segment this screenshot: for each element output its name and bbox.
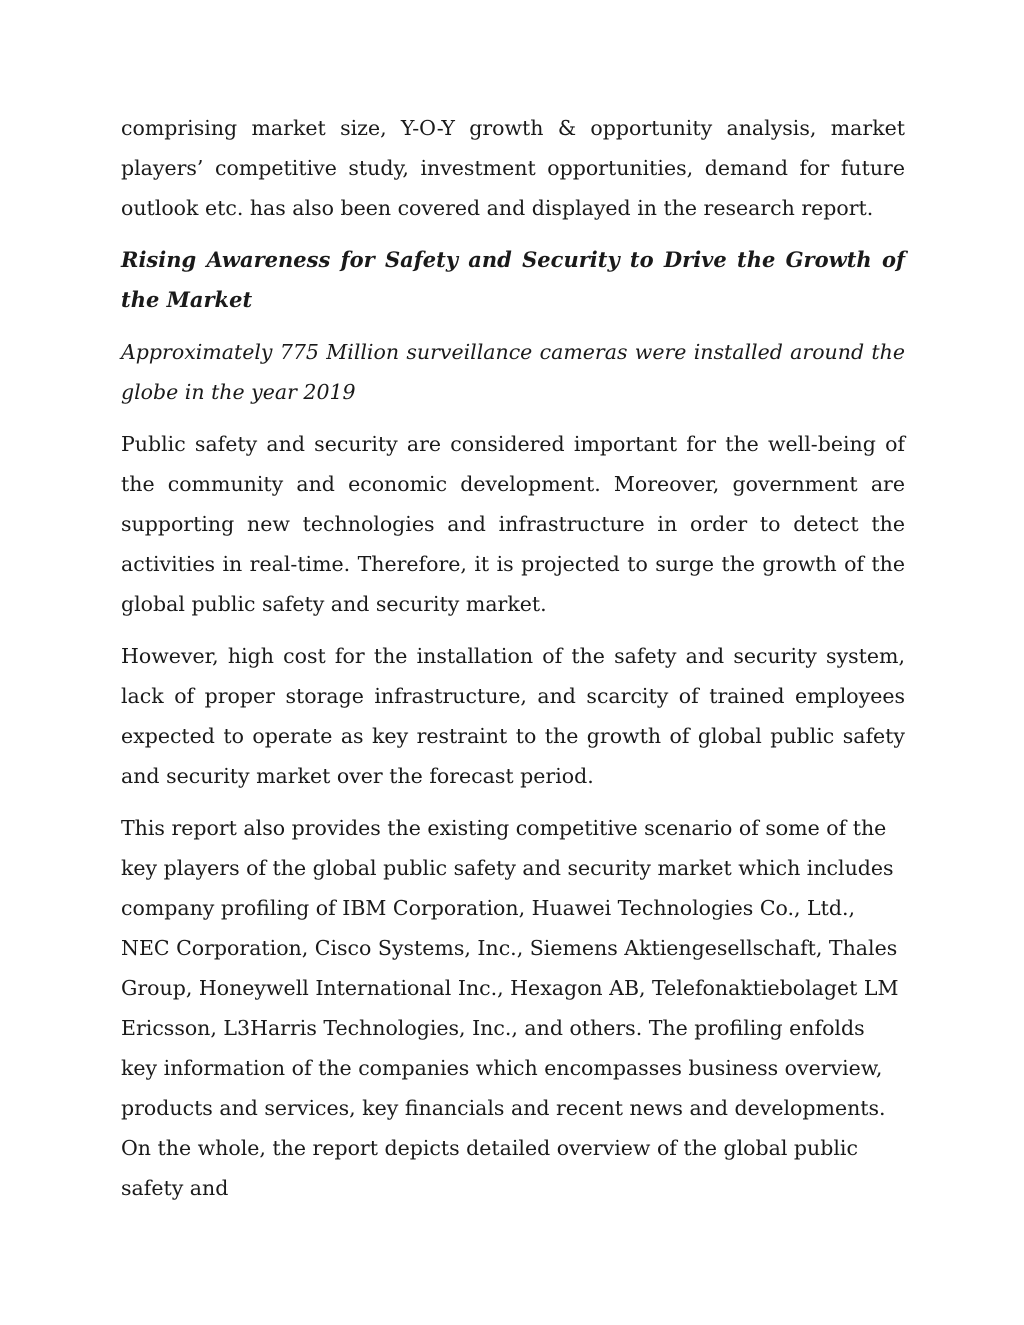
- paragraph-public-safety: Public safety and security are considered important for the well-being of the community and economic development. Moreover, government are supporting new technologies and infrastructure in order to detect the activities in real-time. Therefore, it is projected to surge the growth of the global public safety and security market.: [121, 432, 905, 616]
- section-subheading: Approximately 775 Million surveillance cameras were installed around the globe in the year 2019: [121, 340, 905, 404]
- paragraph-restraints: However, high cost for the installation of the safety and security system, lack of proper storage infrastructure, and scarcity of trained employees expected to operate as key restraint to the growth of global public safety and security market over the forecast period.: [121, 644, 905, 788]
- paragraph-intro: comprising market size, Y-O-Y growth & opportunity analysis, market players’ competitive study, investment opportunities, demand for future outlook etc. has also been covered and displayed in the research report.: [121, 116, 905, 220]
- section-heading: Rising Awareness for Safety and Security to Drive the Growth of the Market: [121, 247, 905, 312]
- paragraph-key-players: This report also provides the existing competitive scenario of some of the key players of the global public safety and security market which includes company profiling of IBM Corporation, Huawei Technologies Co., Ltd., NEC Corporation, Cisco Systems, Inc., Siemens Aktiengesellschaft, Thales Group, Honeywell International Inc., Hexagon AB, Telefonaktiebolaget LM Ericsson, L3Harris Technologies, Inc., and others. The profiling enfolds key information of the companies which encompasses business overview, products and services, key financials and recent news and developments. On the whole, the report depicts detailed overview of the global public safety and: [121, 816, 899, 1200]
- document-page: [121, 108, 905, 1220]
